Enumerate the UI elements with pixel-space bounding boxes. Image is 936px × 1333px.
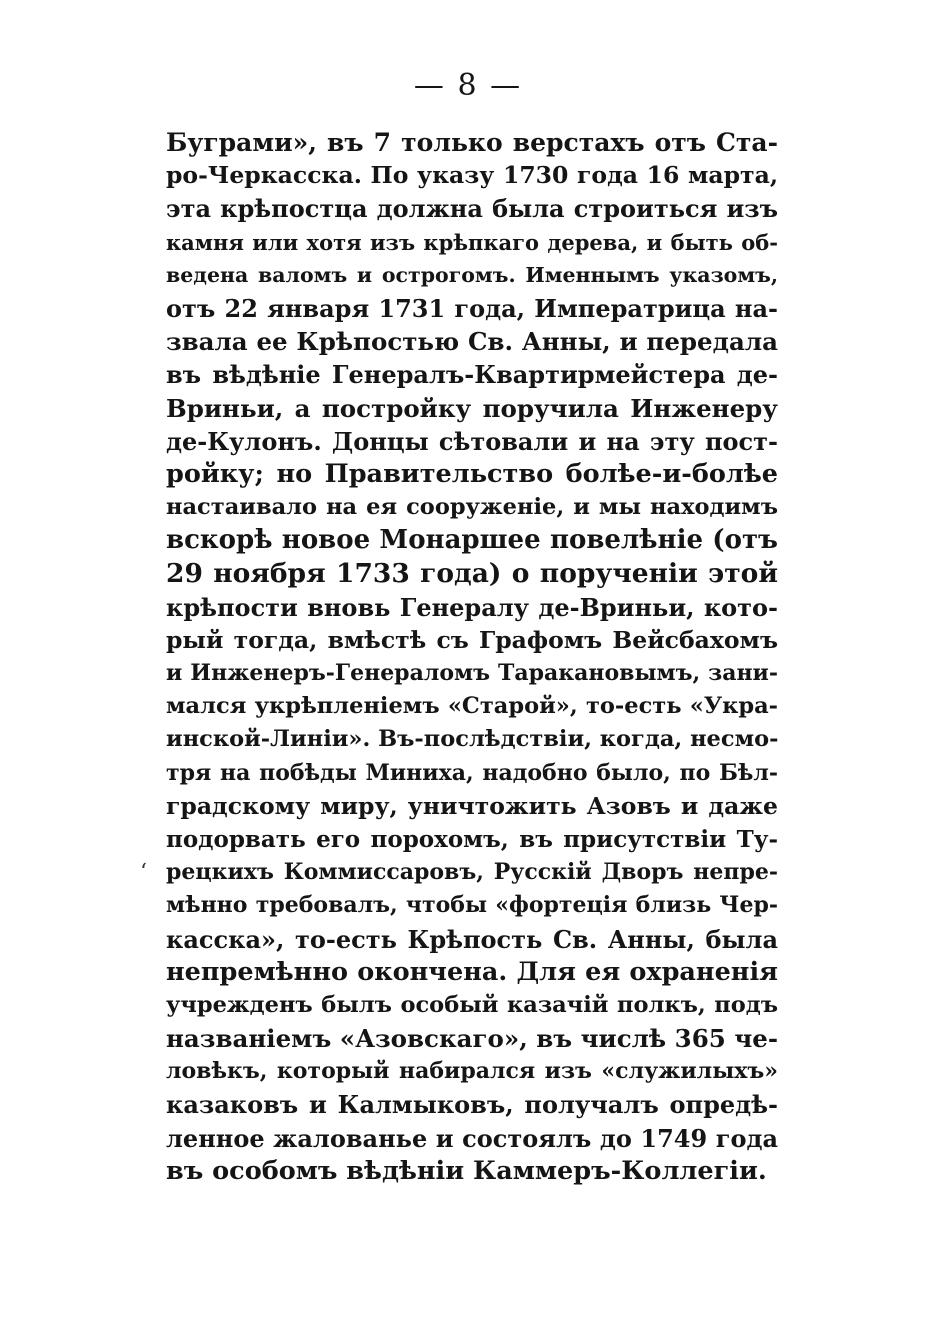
text-line: мѣнно требовалъ, чтобы «фортеція близь Чер- — [166, 892, 778, 919]
text-line: градскому миру, уничтожить Азовъ и даже — [166, 791, 778, 820]
margin-mark: ‘ — [140, 860, 147, 885]
text-line: касска», то-есть Крѣпость Св. Анны, была — [166, 924, 778, 954]
text-line: эта крѣпостца должна была строиться изъ — [166, 194, 778, 224]
text-line: отъ 22 января 1731 года, Императрица на- — [166, 293, 778, 323]
text-line: тря на побѣды Миниха, надобно было, по Бѣл- — [166, 759, 778, 786]
text-line: звала ее Крѣпостью Св. Анны, и передала — [166, 327, 778, 357]
text-line: Вриньи, а постройку поручила Инженеру — [166, 393, 778, 423]
text-line: де-Кулонъ. Донцы сѣтовали и на эту пост- — [166, 426, 778, 456]
text-line: ленное жалованье и состоялъ до 1749 года — [166, 1123, 778, 1153]
text-line: крѣпости вновь Генералу де-Вриньи, кото- — [166, 592, 778, 622]
text-line: въ особомъ вѣдѣніи Каммеръ-Коллегіи. — [166, 1155, 767, 1186]
text-line: 29 ноября 1733 года) о порученіи этой — [166, 558, 778, 590]
page-number: — 8 — — [413, 68, 523, 103]
text-line: названіемъ «Азовскаго», въ числѣ 365 че- — [166, 1024, 779, 1054]
text-line: учрежденъ былъ особый казачій полкъ, подъ — [166, 991, 778, 1018]
text-line: и Инженеръ-Генераломъ Таракановымъ, зани- — [166, 660, 778, 686]
text-line: рый тогда, вмѣстѣ съ Графомъ Вейсбахомъ — [166, 625, 778, 654]
text-line: вскорѣ новое Монаршее повелѣніе (отъ — [166, 525, 778, 556]
text-line: Буграми», въ 7 только верстахъ отъ Ста- — [166, 128, 778, 157]
text-line: ведена валомъ и острогомъ. Именнымъ указомъ, — [166, 262, 778, 287]
text-line: подорвать его порохомъ, въ присутствіи Ту- — [166, 825, 778, 853]
text-line: ловѣкъ, который набирался изъ «служилыхъ» — [166, 1058, 778, 1085]
text-line: инской-Линіи». Въ-послѣдствіи, когда, несмо- — [166, 726, 779, 753]
text-line: настаивало на ея сооруженіе, и мы находимъ — [166, 494, 778, 521]
text-line: мался укрѣпленіемъ «Старой», то-есть «Укра- — [166, 693, 778, 720]
text-line: непремѣнно окончена. Для ея охраненія — [166, 956, 778, 987]
text-line: ро-Черкасска. По указу 1730 года 16 марта, — [166, 161, 778, 190]
text-line: камня или хотя изъ крѣпкаго дерева, и быть об- — [166, 229, 778, 255]
text-line: казаковъ и Калмыковъ, получалъ опредѣ- — [166, 1090, 778, 1120]
text-line: рецкихъ Коммиссаровъ, Русскій Дворъ непре- — [166, 859, 778, 886]
text-line: ройку; но Правительство болѣе-и-болѣе — [166, 458, 778, 489]
text-line: въ вѣдѣніе Генералъ-Квартирмейстера де- — [166, 360, 778, 390]
body-text — [166, 126, 778, 1188]
